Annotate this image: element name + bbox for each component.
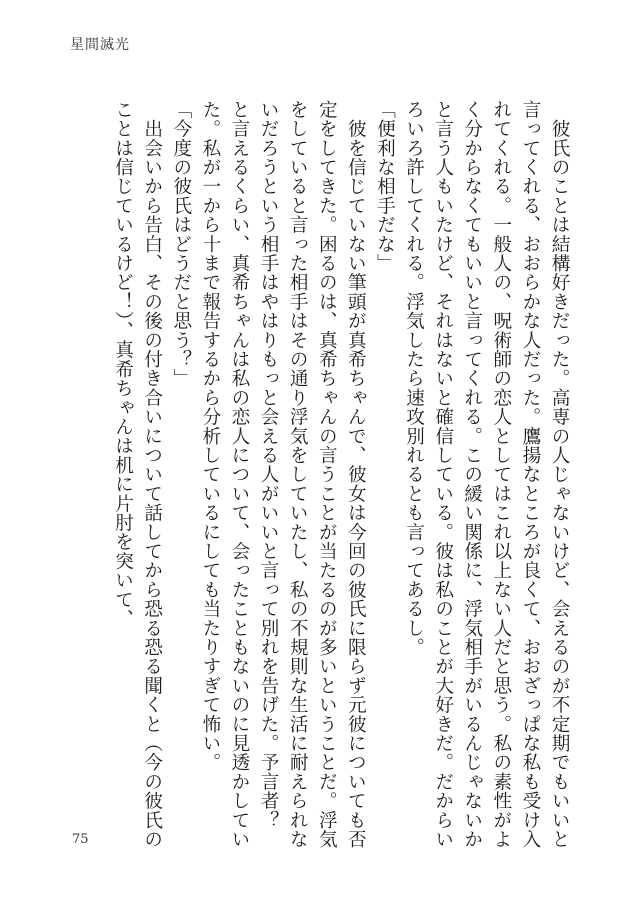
dialogue-line: 「便利な相手だな」	[374, 100, 396, 273]
text-line: 出会いから告白、その後の付き合いについて話してから恐る恐る聞くと（今の彼氏の	[141, 100, 163, 849]
text-line: いだろうという相手はやはりもっと会える人がいいと言って別れを告げた。予言者？	[258, 100, 280, 830]
text-line: ことは信じているけど！）、真希ちゃんは机に片肘を突いて、	[112, 100, 134, 629]
text-line: 定をしてきた。困るのは、真希ちゃんの言うことが当たるのが多いということだ。浮気	[316, 100, 338, 849]
text-line: く分からなくてもいいと言ってくれる。この緩い関係に、浮気相手がいるんじゃないか	[461, 100, 483, 849]
text-line: 彼氏のことは結構好きだった。高専の人じゃないけど、会えるのが不定期でもいいと	[549, 100, 570, 849]
text-line: ろいろ許してくれる。浮気したら速攻別れるとも言ってあるし。	[403, 100, 425, 657]
text-line: をしていると言った相手はその通り浮気をしていたし、私の不規則な生活に耐えられな	[287, 100, 309, 849]
dialogue-line: 「今度の彼氏はどうだと思う？」	[170, 100, 192, 388]
page-number: 75	[72, 832, 89, 847]
text-line: 彼を信じていない筆頭が真希ちゃんで、彼女は今回の彼氏に限らず元彼についても否	[345, 100, 367, 849]
body-text	[108, 100, 574, 849]
text-line: れてくれる。一般人の、呪術師の恋人としてはこれ以上ない人だと思う。私の素性がよ	[490, 100, 512, 849]
text-line: た。私が一から十まで報告するから分析しているにしても当たりすぎて怖い。	[199, 100, 221, 772]
text-line: と言えるくらい、真希ちゃんは私の恋人について、会ったこともないのに見透かしてい	[228, 100, 250, 849]
text-line: 言ってくれる、おおらかな人だった。鷹揚なところが良くて、おおざっぱな私も受け入	[519, 100, 541, 849]
text-line: と言う人もいたけど、それはないと確信している。彼は私のことが大好きだ。だからい	[432, 100, 454, 849]
running-head: 星間滅光	[70, 37, 130, 53]
